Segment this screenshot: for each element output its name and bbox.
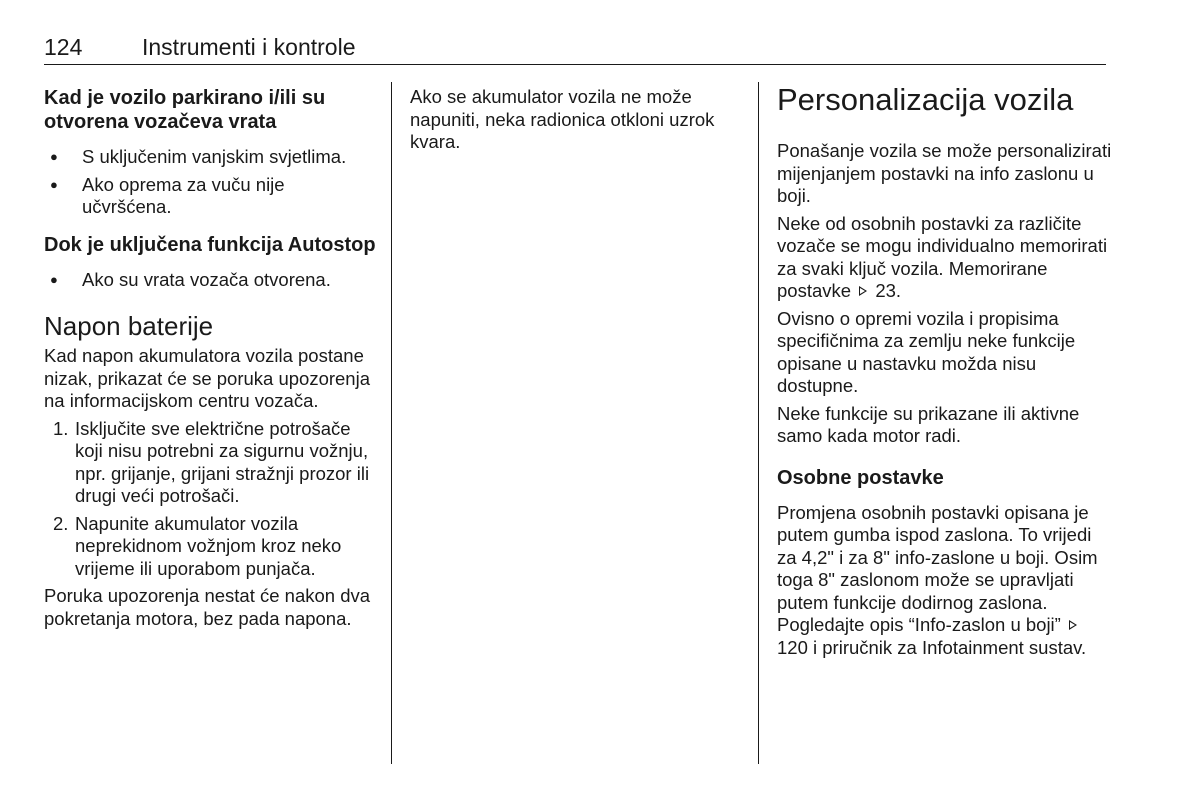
heading-parked: Kad je vozilo parkirano i/ili su otvorena vozačeva vrata — [44, 87, 326, 133]
column-divider-1 — [391, 82, 392, 764]
page-reference[interactable]: 23. — [875, 280, 902, 301]
list-item — [44, 513, 379, 581]
heading-autostop: Dok je uključena funkcija Autostop — [44, 233, 376, 256]
paragraph: Promjena osobnih postavki opisana je putem gumba ispod zaslona. To vrijedi za 4,2" i za 8" info-zaslone u boji. Osim toga 8" zaslonom može se upravljati putem funkcije dodirnog zaslona. Pogledajte opis “Info-zaslon u boji” 120 i priručnik za Infotainment sustav. — [777, 501, 1098, 658]
heading-battery-voltage: Napon baterije — [44, 311, 214, 341]
column-middle — [410, 86, 745, 154]
page-header — [44, 34, 1106, 64]
step-number: 2. — [53, 512, 69, 534]
column-right — [777, 82, 1112, 659]
heading-personalization: Personalizacija vozila — [777, 82, 1074, 117]
page-reference-arrow-icon — [859, 286, 867, 296]
battery-intro: Kad napon akumulatora vozila postane nizak, prikazat će se poruka upozorenja na informacijskom centru vozača. — [44, 345, 370, 411]
list-item: ● Ako oprema za vuču nije učvršćena. — [44, 174, 379, 219]
column-left — [44, 86, 379, 630]
paragraph: Ovisno o opremi vozila i propisima specifičnima za zemlju neke funkcije opisane u nastavku možda nisu dostupne. — [777, 307, 1076, 396]
header-rule — [44, 64, 1106, 65]
running-title: Instrumenti i kontrole — [142, 34, 356, 60]
column-divider-2 — [758, 82, 759, 764]
step-text: Napunite akumulator vozila neprekidnom vožnjom kroz neko vrijeme ili uporabom punjača. — [75, 512, 342, 579]
parked-bullet-list — [44, 146, 379, 219]
paragraph: Neke od osobnih postavki za različite vozače se mogu individualno memorirati za svaki ključ vozila. Memorirane postavke 23. — [777, 212, 1108, 301]
page-reference-arrow-icon — [1069, 620, 1077, 630]
heading-personal-settings: Osobne postavke — [777, 466, 944, 489]
step-number: 1. — [53, 417, 69, 439]
list-item: ● Ako su vrata vozača otvorena. — [44, 269, 379, 292]
paragraph: Neke funkcije su prikazane ili aktivne samo kada motor radi. — [777, 402, 1080, 446]
battery-outro: Poruka upozorenja nestat će nakon dva pokretanja motora, bez pada napona. — [44, 585, 371, 629]
list-item — [44, 418, 379, 508]
step-text: Isključite sve električne potrošače koji nisu potrebni za sigurnu vožnju, npr. grijanje, grijani stražnji prozor ili drugi veći potrošači. — [75, 417, 370, 506]
recharge-note: Ako se akumulator vozila ne može napuniti, neka radionica otkloni uzrok kvara. — [410, 86, 715, 152]
page-number: 124 — [44, 34, 83, 60]
steps-list — [44, 418, 379, 581]
page-reference[interactable]: 120 i priručnik za Infotainment sustav. — [777, 636, 1087, 658]
paragraph: Ponašanje vozila se može personalizirati mijenjanjem postavki na info zaslonu u boji. — [777, 140, 1112, 206]
list-item: ● S uključenim vanjskim svjetlima. — [44, 146, 379, 169]
autostop-bullet-list — [44, 269, 379, 292]
